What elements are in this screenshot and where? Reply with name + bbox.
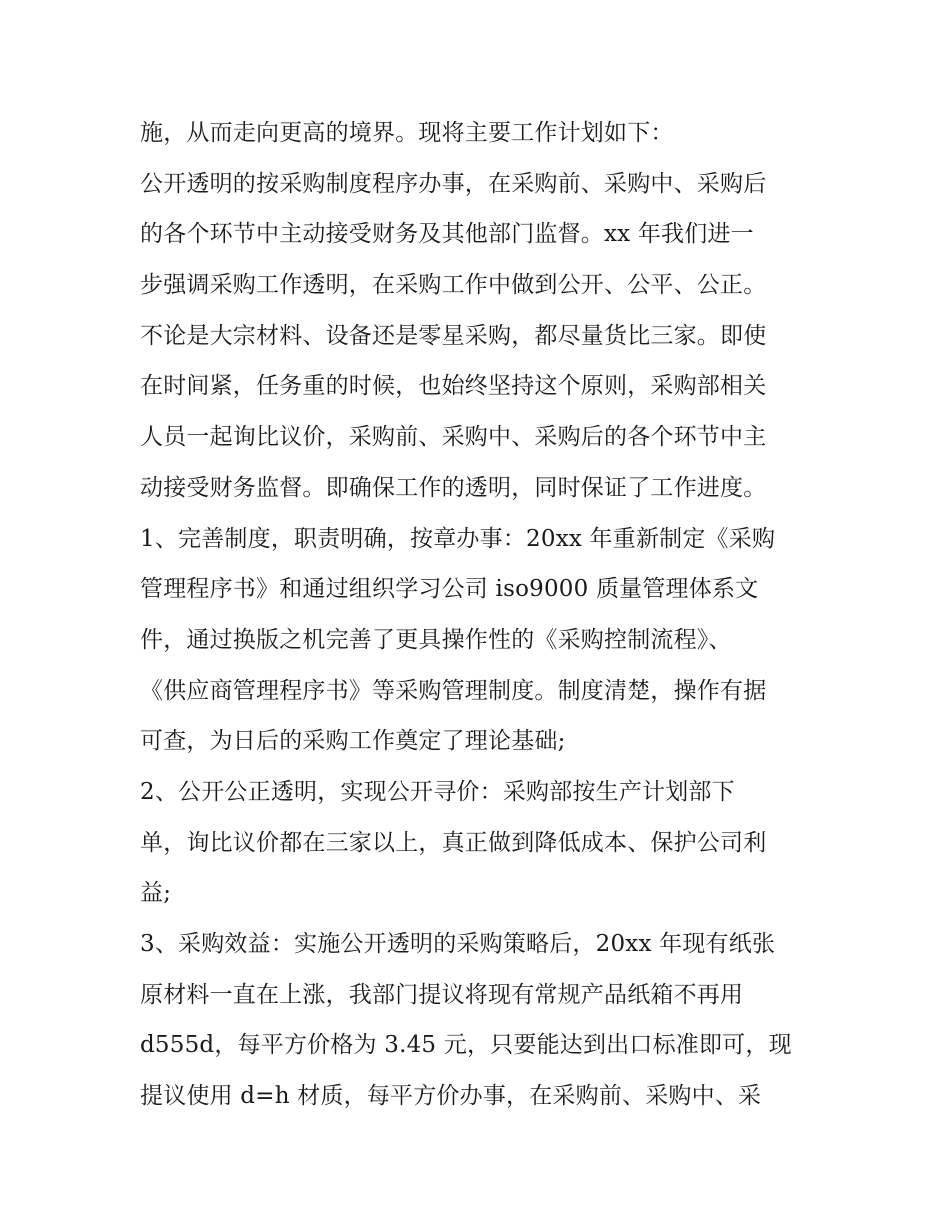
text-line: 件，通过换版之机完善了更具操作性的《采购控制流程》、 xyxy=(140,626,732,653)
text-line: 提议使用 d=h 材质，每平方价办事，在采购前、采购中、采 xyxy=(140,1083,762,1110)
text-line: 步强调采购工作透明，在采购工作中做到公开、公平、公正。 xyxy=(140,272,767,299)
text-line: 单，询比议价都在三家以上，真正做到降低成本、保护公司利 xyxy=(140,829,767,856)
text-line: 施，从而走向更高的境界。现将主要工作计划如下： xyxy=(140,120,674,146)
document-body xyxy=(140,108,820,1122)
text-line: 人员一起询比议价，采购前、采购中、采购后的各个环节中主 xyxy=(140,424,767,451)
text-line: 原材料一直在上涨，我部门提议将现有常规产品纸箱不再用 xyxy=(140,981,744,1008)
text-line: 3、采购效益：实施公开透明的采购策略后，20xx 年现有纸张 xyxy=(140,931,776,957)
text-line: 管理程序书》和通过组织学习公司 iso9000 质量管理体系文 xyxy=(140,576,759,603)
text-line: 的各个环节中主动接受财务及其他部门监督。xx 年我们进一 xyxy=(140,221,754,248)
text-line: d555d，每平方价格为 3.45 元，只要能达到出口标准即可，现 xyxy=(140,1032,792,1059)
text-line: 2、公开公正透明，实现公开寻价：采购部按生产计划部下 xyxy=(140,778,735,805)
text-line: 不论是大宗材料、设备还是零星采购，都尽量货比三家。即使 xyxy=(140,322,767,349)
text-line: 可查，为日后的采购工作奠定了理论基础; xyxy=(140,728,566,755)
text-line: 益; xyxy=(140,880,172,907)
text-line: 公开透明的按采购制度程序办事，在采购前、采购中、采购后 xyxy=(140,170,767,197)
text-line: 1、完善制度，职责明确，按章办事：20xx 年重新制定《采购 xyxy=(140,525,776,552)
text-line: 动接受财务监督。即确保工作的透明，同时保证了工作进度。 xyxy=(140,474,767,501)
text-line: 在时间紧，任务重的时候，也始终坚持这个原则，采购部相关 xyxy=(140,373,767,400)
text-line: 《供应商管理程序书》等采购管理制度。制度清楚，操作有据 xyxy=(140,677,767,704)
